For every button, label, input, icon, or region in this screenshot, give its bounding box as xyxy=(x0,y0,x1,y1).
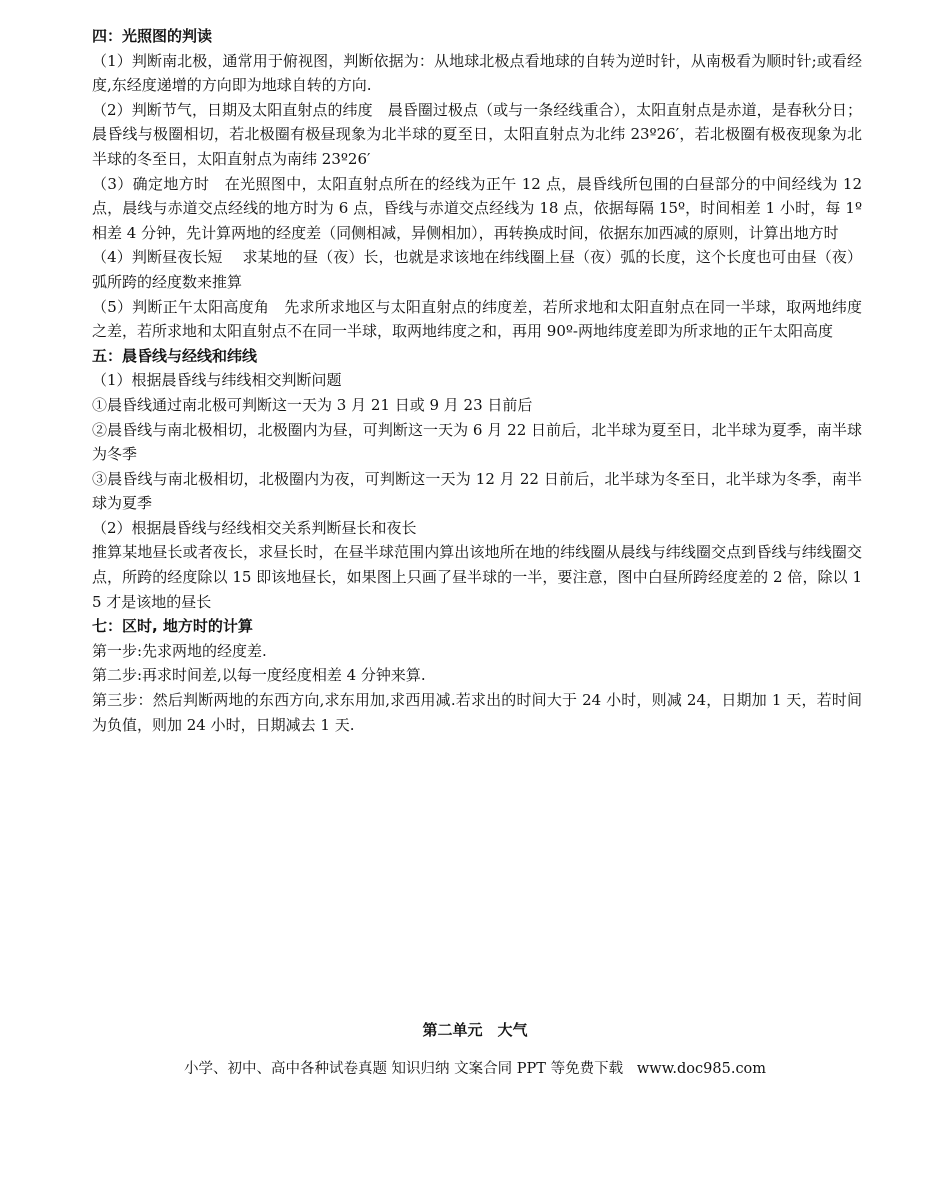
unit-title: 第二单元 大气 xyxy=(422,1021,528,1039)
paragraph: ②晨昏线与南北极相切，北极圈内为昼，可判断这一天为 6 月 22 日前后，北半球为夏至日，北半球为夏季，南半球为冬季 xyxy=(92,420,862,464)
paragraph: （2）根据晨昏线与经线相交关系判断昼长和夜长 xyxy=(92,518,417,537)
paragraph: （3）确定地方时 在光照图中，太阳直射点所在的经线为正午 12 点，晨昏线所包围的白昼部分的中间经线为 12 点，晨线与赤道交点经线的地方时为 6 点，昏线与赤道交点经线为 18 点，依据每隔 15º，时间相差 1 小时，每 1º 相差 4 分钟，先计算两地的经度差（同侧相减，异侧相加），再转换成时间，依据东加西减的原则，计算出地方时 xyxy=(92,174,862,242)
paragraph: ③晨昏线与南北极相切，北极圈内为夜，可判断这一天为 12 月 22 日前后，北半球为冬至日，北半球为冬季，南半球为夏季 xyxy=(92,469,862,513)
section-heading-7: 七：区时, 地方时的计算 xyxy=(92,617,253,636)
paragraph: （5）判断正午太阳高度角 先求所求地区与太阳直射点的纬度差，若所求地和太阳直射点在同一半球，取两地纬度之差，若所求地和太阳直射点不在同一半球，取两地纬度之和，再用 90º-两地纬度差即为所求地的正午太阳高度 xyxy=(92,297,862,341)
paragraph: 推算某地昼长或者夜长，求昼长时，在昼半球范围内算出该地所在地的纬线圈从晨线与纬线圈交点到昏线与纬线圈交点，所跨的经度除以 15 即该地昼长，如果图上只画了昼半球的一半，要注意，图中白昼所跨经度差的 2 倍，除以 15 才是该地的昼长 xyxy=(92,543,862,611)
paragraph: 第三步：然后判断两地的东西方向,求东用加,求西用减.若求出的时间大于 24 小时，则减 24，日期加 1 天，若时间为负值，则加 24 小时，日期减去 1 天. xyxy=(92,691,862,734)
paragraph: （1）判断南北极，通常用于俯视图，判断依据为：从地球北极点看地球的自转为逆时针，从南极看为顺时针;或看经度,东经度递增的方向即为地球自转的方向. xyxy=(92,51,862,95)
section-heading-4: 四：光照图的判读 xyxy=(92,27,213,45)
paragraph: （1）根据晨昏线与纬线相交判断问题 xyxy=(92,371,342,390)
paragraph: 第二步:再求时间差,以每一度经度相差 4 分钟来算. xyxy=(92,666,426,685)
paragraph: （4）判断昼夜长短 求某地的昼（夜）长，也就是求该地在纬线圈上昼（夜）弧的长度，这个长度也可由昼（夜）弧所跨的经度数来推算 xyxy=(92,248,862,291)
paragraph: 第一步:先求两地的经度差. xyxy=(92,641,267,660)
section-heading-5: 五：晨昏线与经线和纬线 xyxy=(92,346,258,365)
paragraph: （2）判断节气，日期及太阳直射点的纬度 晨昏圈过极点（或与一条经线重合），太阳直射点是赤道，是春秋分日；晨昏线与极圈相切，若北极圈有极昼现象为北半球的夏至日，太阳直射点为北纬 23º26′，若北极圈有极夜现象为北半球的冬至日，太阳直射点为南纬 23º26′ xyxy=(92,100,862,168)
paragraph: ①晨昏线通过南北极可判断这一天为 3 月 21 日或 9 月 23 日前后 xyxy=(92,395,533,414)
footer-text: 小学、初中、高中各种试卷真题 知识归纳 文案合同 PPT 等免费下载 www.doc985.com xyxy=(183,1061,767,1077)
document-body xyxy=(92,24,862,737)
